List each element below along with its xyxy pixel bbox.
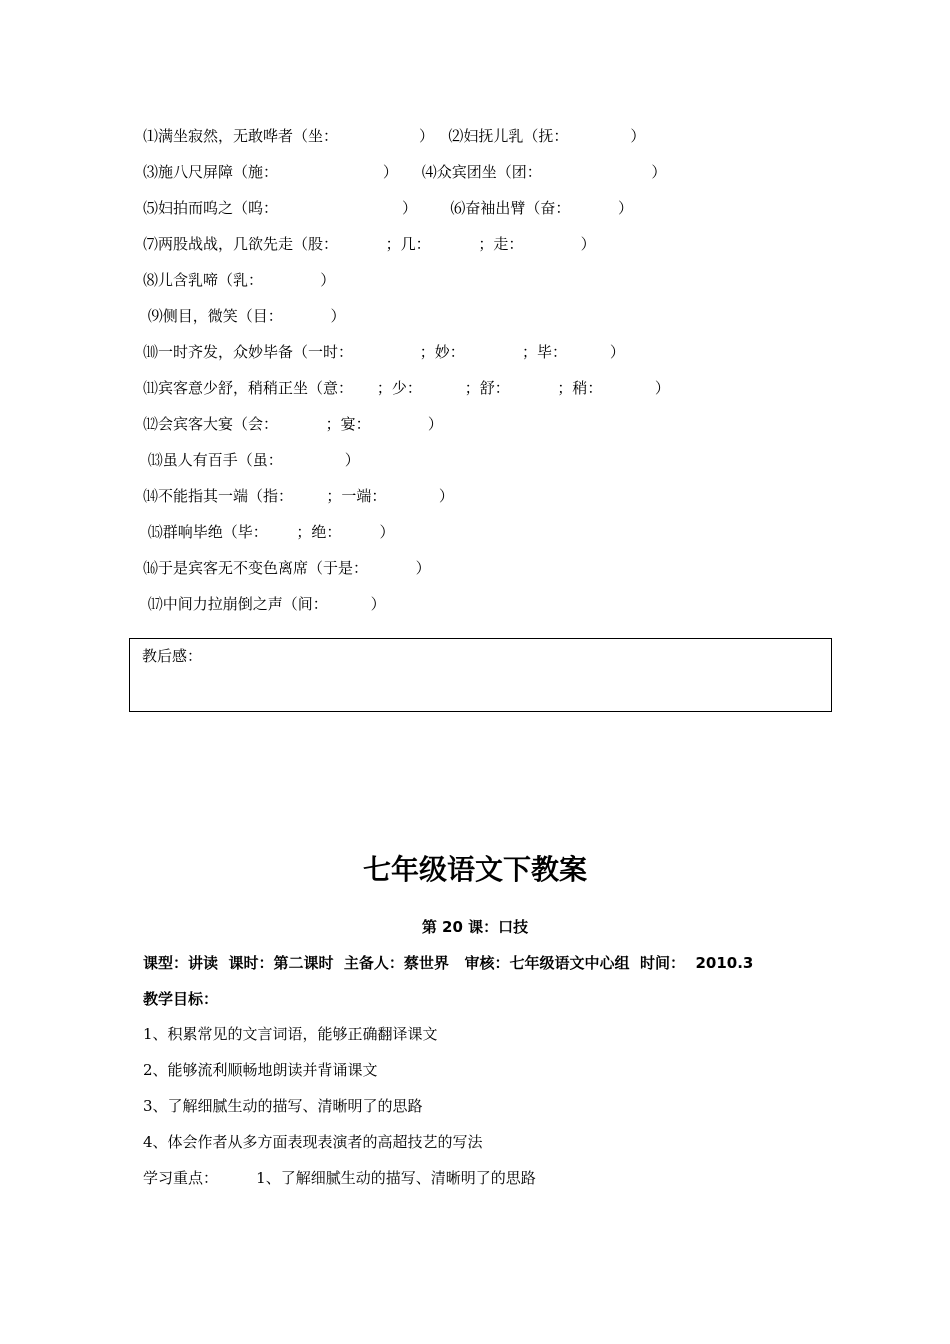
exercise-item: ⒀虽人有百手（虽： ） <box>143 451 360 469</box>
page-title: 七年级语文下教案 <box>362 853 587 886</box>
exercise-item: ⑾宾客意少舒，稍稍正坐（意： ；少： ；舒： ；稍： ） <box>143 379 670 397</box>
exercise-item: ⒃于是宾客无不变色离席（于是： ） <box>143 559 431 577</box>
exercise-item: ⑼侧目，微笑（目： ） <box>143 307 346 325</box>
objective-item: 4、体会作者从多方面表现表演者的高超技艺的写法 <box>143 1133 483 1151</box>
lesson-subtitle: 第 20 课：口技 <box>421 918 529 936</box>
exercise-item: ⑻儿含乳啼（乳： ） <box>143 271 336 289</box>
exercise-item: ⒄中间力拉崩倒之声（间： ） <box>143 595 386 613</box>
objective-item: 1、积累常见的文言词语，能够正确翻译课文 <box>143 1025 438 1043</box>
exercise-item: ⑿会宾客大宴（会： ；宴： ） <box>143 415 443 433</box>
exercise-item: ⑴满坐寂然，无敢哗者（坐： ） ⑵妇抚儿乳（抚： ） <box>143 127 646 145</box>
exercise-item: ⑸妇拍而呜之（呜： ） ⑹奋袖出臂（奋： ） <box>143 199 634 217</box>
lesson-meta: 课型：讲读 课时：第二课时 主备人：蔡世界 审核：七年级语文中心组 时间： 2010.3 <box>143 954 754 972</box>
exercise-item: ⒁不能指其一端（指： ；一端： ） <box>143 487 454 505</box>
exercise-item: ⑶施八尺屏障（施： ） ⑷众宾团坐（团： ） <box>143 163 667 181</box>
exercise-item: ⑺两股战战，几欲先走（股： ；几： ；走： ） <box>143 235 596 253</box>
reflection-box <box>129 638 832 712</box>
objectives-heading: 教学目标： <box>143 990 219 1008</box>
objective-item: 2、能够流利顺畅地朗读并背诵课文 <box>143 1061 378 1079</box>
learning-focus: 学习重点： 1、了解细腻生动的描写、清晰明了的思路 <box>143 1169 536 1187</box>
exercise-item: ⑽一时齐发，众妙毕备（一时： ；妙： ；毕： ） <box>143 343 625 361</box>
exercise-item: ⒂群响毕绝（毕： ；绝： ） <box>143 523 395 541</box>
reflection-label: 教后感： <box>142 647 203 665</box>
objective-item: 3、了解细腻生动的描写、清晰明了的思路 <box>143 1097 423 1115</box>
